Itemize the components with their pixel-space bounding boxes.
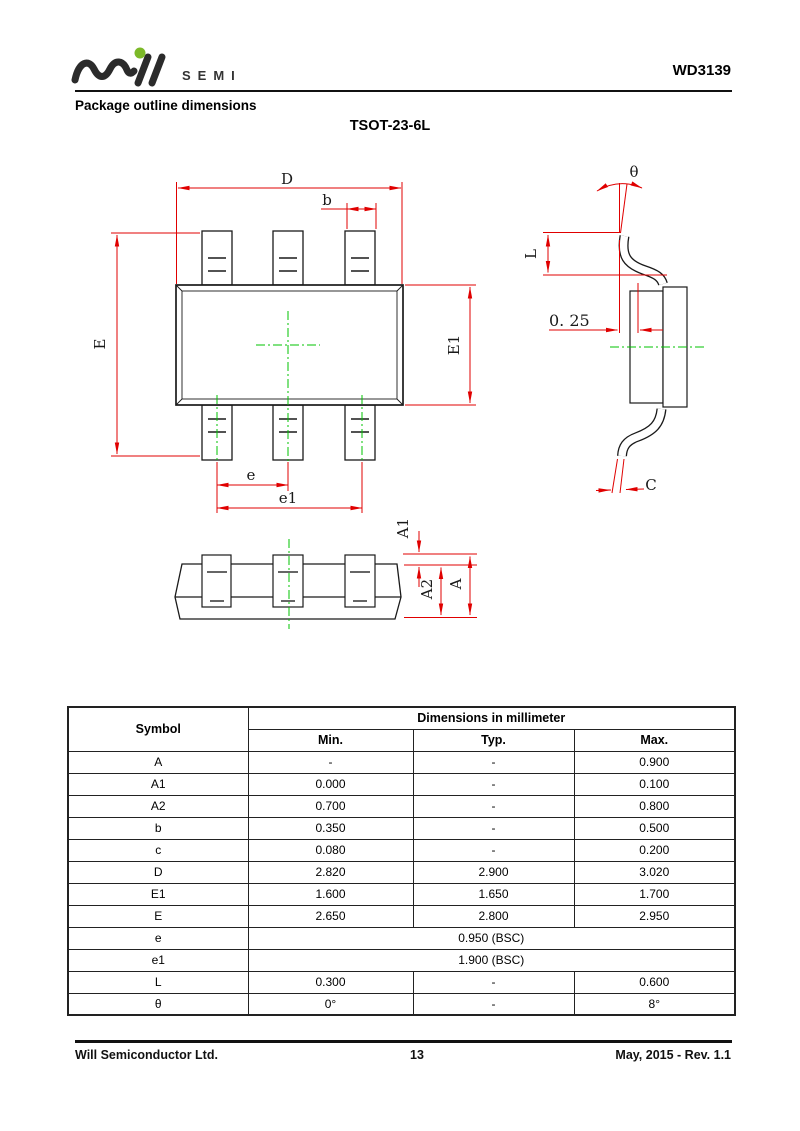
front-view: [175, 518, 477, 629]
will-semi-logo: [70, 44, 180, 90]
cell-typ: -: [413, 751, 574, 773]
cell-span-value: 0.950 (BSC): [248, 927, 735, 949]
dim-label-e1: e1: [278, 489, 298, 507]
cell-symbol: L: [68, 971, 248, 993]
section-title: Package outline dimensions: [75, 98, 257, 113]
cell-min: 0.300: [248, 971, 413, 993]
cell-max: 0.200: [574, 839, 735, 861]
cell-min: 0.080: [248, 839, 413, 861]
dim-label-E: E: [91, 338, 109, 350]
cell-span-value: 1.900 (BSC): [248, 949, 735, 971]
cell-typ: -: [413, 839, 574, 861]
cell-symbol: c: [68, 839, 248, 861]
table-row: [68, 883, 735, 905]
cell-typ: -: [413, 993, 574, 1015]
dim-label-b: b: [322, 191, 332, 209]
cell-symbol: e: [68, 927, 248, 949]
col-header-dimensions: Dimensions in millimeter: [248, 707, 735, 729]
dim-label-C: C: [645, 476, 657, 494]
cell-symbol: E1: [68, 883, 248, 905]
cell-symbol: A: [68, 751, 248, 773]
col-header-min: Min.: [248, 729, 413, 751]
cell-max: 0.800: [574, 795, 735, 817]
logo-green-dot-icon: [135, 48, 146, 59]
col-header-max: Max.: [574, 729, 735, 751]
dim-label-A1: A1: [394, 517, 412, 539]
col-header-symbol: Symbol: [68, 707, 248, 751]
top-view: [91, 170, 476, 513]
cell-typ: 1.650: [413, 883, 574, 905]
cell-max: 0.100: [574, 773, 735, 795]
table-row: [68, 773, 735, 795]
cell-symbol: b: [68, 817, 248, 839]
dim-label-A2: A2: [418, 578, 436, 600]
package-title: TSOT-23-6L: [349, 118, 431, 134]
cell-min: 1.600: [248, 883, 413, 905]
dim-label-E1: E1: [445, 334, 463, 356]
logo-mark-icon: [70, 44, 180, 90]
cell-typ: 2.900: [413, 861, 574, 883]
cell-max: 1.700: [574, 883, 735, 905]
part-number: WD3139: [672, 62, 731, 79]
cell-max: 0.500: [574, 817, 735, 839]
table-row: [68, 927, 735, 949]
table-header-row-1: [68, 707, 735, 729]
dim-label-A: A: [447, 578, 465, 590]
package-outline-drawing: [0, 150, 800, 670]
dim-label-offset: 0. 25: [549, 311, 590, 330]
table-row: [68, 839, 735, 861]
table-row: [68, 751, 735, 773]
table-row: [68, 993, 735, 1015]
footer-page-number: 13: [410, 1048, 424, 1062]
cell-symbol: A2: [68, 795, 248, 817]
cell-typ: -: [413, 773, 574, 795]
cell-typ: -: [413, 817, 574, 839]
cell-typ: -: [413, 795, 574, 817]
cell-min: 0.350: [248, 817, 413, 839]
logo-semi-text: SEMI: [182, 68, 242, 83]
cell-typ: 2.800: [413, 905, 574, 927]
cell-min: -: [248, 751, 413, 773]
cell-symbol: E: [68, 905, 248, 927]
cell-max: 2.950: [574, 905, 735, 927]
dim-label-D: D: [280, 170, 294, 188]
table-row: [68, 905, 735, 927]
cell-symbol: D: [68, 861, 248, 883]
footer-revision: May, 2015 - Rev. 1.1: [615, 1048, 731, 1062]
cell-min: 0.700: [248, 795, 413, 817]
table-row: [68, 971, 735, 993]
cell-min: 0.000: [248, 773, 413, 795]
table-row: [68, 949, 735, 971]
cell-max: 0.900: [574, 751, 735, 773]
cell-max: 0.600: [574, 971, 735, 993]
table-row: [68, 795, 735, 817]
cell-max: 3.020: [574, 861, 735, 883]
cell-symbol: A1: [68, 773, 248, 795]
cell-typ: -: [413, 971, 574, 993]
footer-rule: [75, 1040, 732, 1043]
dim-label-theta: θ: [629, 163, 639, 181]
col-header-typ: Typ.: [413, 729, 574, 751]
cell-min: 0°: [248, 993, 413, 1015]
footer-company: Will Semiconductor Ltd.: [75, 1048, 218, 1062]
dim-label-L: L: [522, 249, 540, 259]
cell-symbol: θ: [68, 993, 248, 1015]
dimensions-table: [67, 706, 736, 1016]
header-rule: [75, 90, 732, 92]
dim-label-e: e: [246, 466, 256, 484]
cell-max: 8°: [574, 993, 735, 1015]
cell-min: 2.820: [248, 861, 413, 883]
side-view: [522, 163, 707, 494]
table-row: [68, 861, 735, 883]
table-row: [68, 817, 735, 839]
cell-symbol: e1: [68, 949, 248, 971]
cell-min: 2.650: [248, 905, 413, 927]
